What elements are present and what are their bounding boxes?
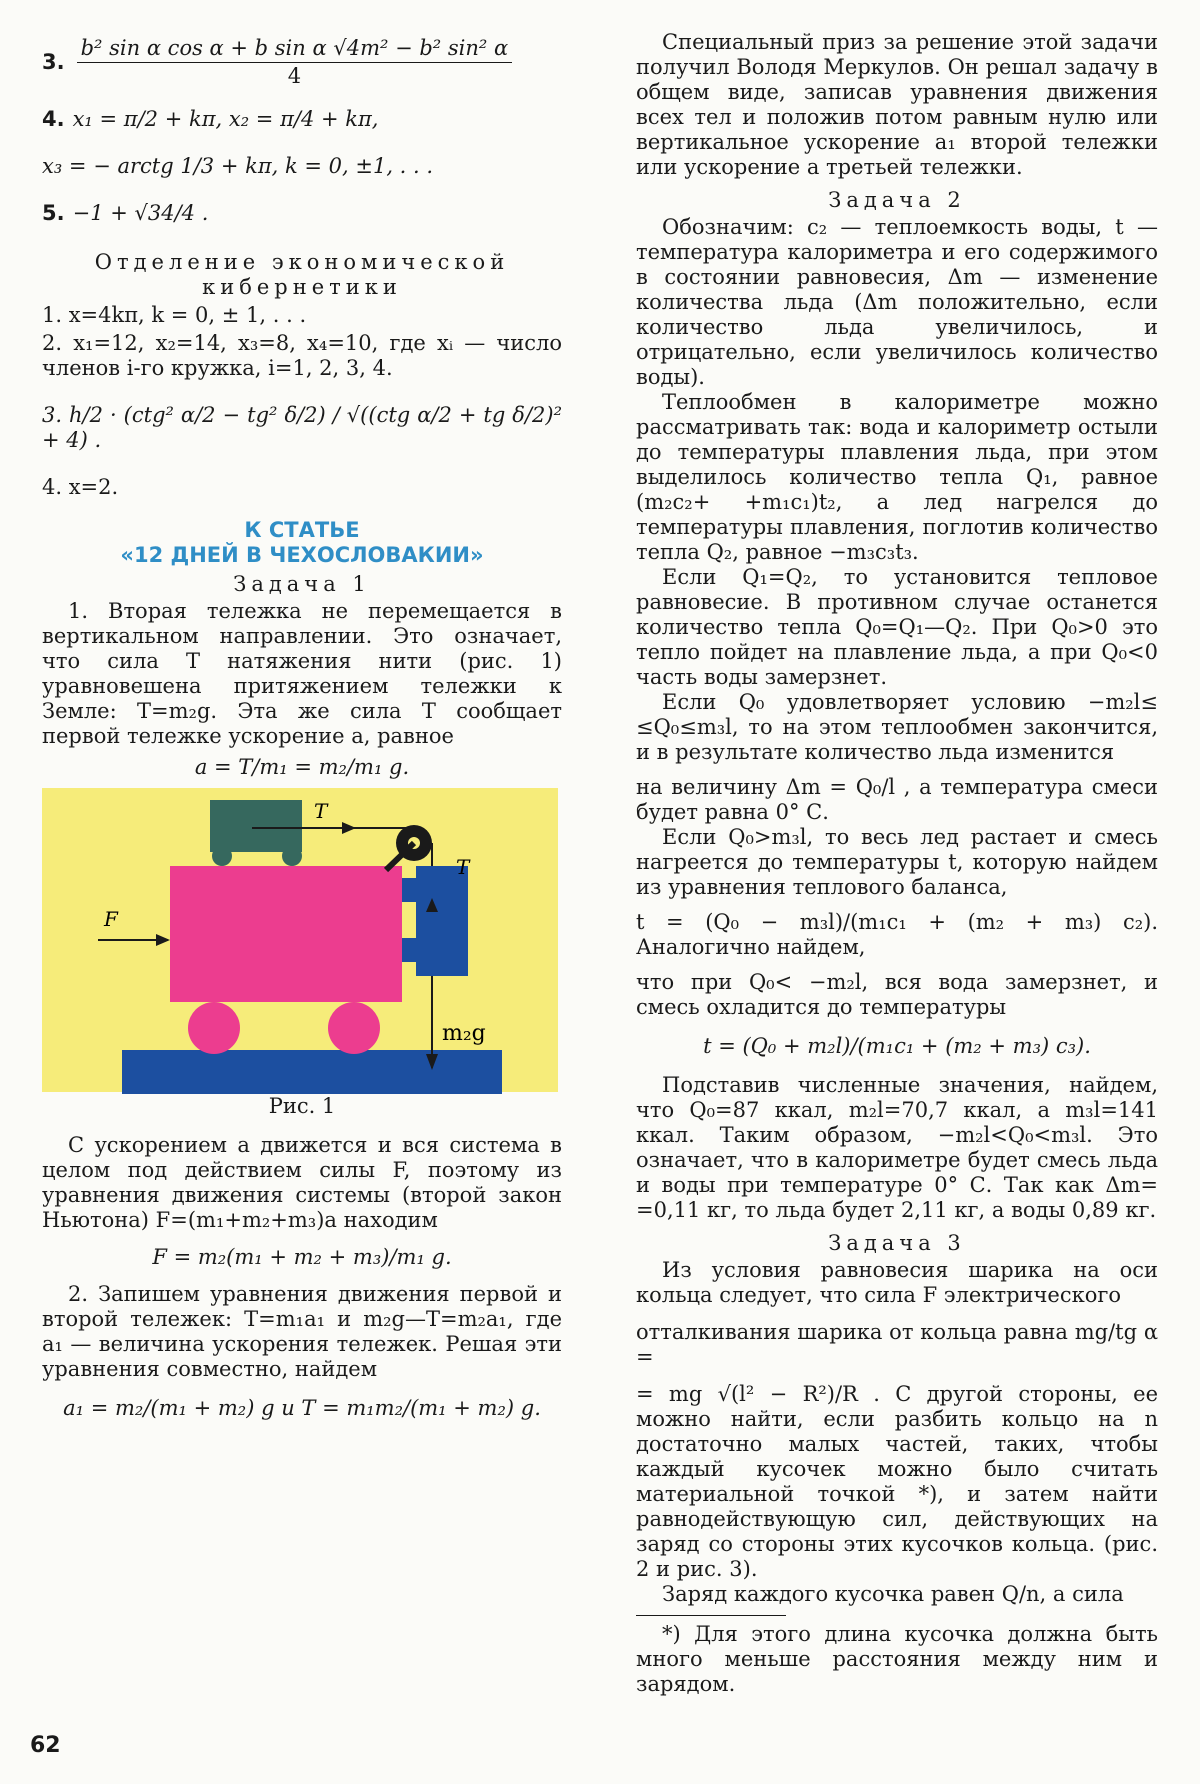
task2-paragraph-6: что при Q₀< −m₂l, вся вода замерзнет, и смесь охладится до температуры — [636, 970, 1158, 1019]
task2-paragraph-4b: на величину Δm = Q₀/l , а температура смеси будет равна 0° С. — [636, 775, 1158, 824]
footnote-rule — [636, 1615, 786, 1616]
figure-1 — [42, 788, 558, 1128]
article-heading-line1: К СТАТЬЕ — [244, 518, 360, 542]
task2-paragraph-2: Теплообмен в калориметре можно рассматривать так: вода и калориметр остыли до температуры плавления льда, при этом выделилось количество тепла Q₁, равное (m₂c₂+ +m₁c₁)t₂, а лед нагрелся до температуры плавления, поглотив количество тепла Q₂, равное −m₃c₃t₃. — [636, 390, 1158, 564]
answer-4 — [42, 107, 562, 132]
task1-title: Задача 1 — [233, 572, 371, 596]
task3-paragraph-1: Из условия равновесия шарика на оси кольца следует, что сила F электрического — [636, 1258, 1158, 1307]
second-cart-body — [416, 866, 468, 976]
formula-t1: t = (Q₀ − m₃l)/(m₁c₁ + (m₂ + m₃) c₂). Аналогично найдем, — [636, 910, 1158, 959]
page-number: 62 — [30, 1733, 61, 1758]
econ-answers — [42, 303, 562, 500]
answer-4-line1: x₁ = π/2 + kπ, x₂ = π/4 + kπ, — [72, 107, 379, 131]
task1-paragraph-1: 1. Вторая тележка не перемещается в вертикальном направлении. Это означает, что сила T натяжения нити (рис. 1) уравновешена притяжением тележки к Земле: T=m₂g. Эта же сила T сообщает первой тележке ускорение a, равное — [42, 599, 562, 748]
econ-answer-2: 2. x₁=12, x₂=14, x₃=8, x₄=10, где xᵢ — число членов i-го кружка, i=1, 2, 3, 4. — [42, 331, 562, 380]
answer-4-line2-text: x₃ = − arctg 1/3 + kπ, k = 0, ±1, . . . — [42, 154, 434, 178]
formula-a1-T — [42, 1396, 562, 1421]
formula-F-text: F = m₂(m₁ + m₂ + m₃)/m₁ g. — [152, 1245, 452, 1269]
answer-number: 4. — [42, 107, 65, 131]
footnote: *) Для этого длина кусочка должна быть много меньше расстояния между ним и зарядом. — [636, 1622, 1158, 1696]
first-cart-wheel — [282, 846, 302, 866]
article-heading-line2: «12 ДНЕЙ В ЧЕХОСЛОВАКИИ» — [120, 543, 484, 567]
third-cart-wheel — [328, 1002, 380, 1054]
formula-t2 — [636, 1034, 1158, 1059]
first-cart-wheel — [212, 846, 232, 866]
answer-5 — [42, 201, 562, 226]
denominator: 4 — [287, 64, 302, 88]
answer-number: 3. — [42, 50, 65, 74]
task2-paragraph-1: Обозначим: c₂ — теплоемкость воды, t — температура калориметра и его содержимого в состоянии равновесия, Δm — изменение количества льда (Δm положительно, если количество льда увеличилось, и отрицательно, если увеличилось количество воды). — [636, 215, 1158, 389]
task1-paragraph-3: 2. Запишем уравнения движения первой и второй тележек: T=m₁a₁ и m₂g—T=m₂a₁, где a₁ — величина ускорения тележек. Решая эти уравнения совместно, найдем — [42, 1282, 562, 1381]
task3-title: Задача 3 — [828, 1231, 966, 1255]
first-cart-body — [210, 800, 302, 852]
third-cart-wheel — [188, 1002, 240, 1054]
answer-4-line2 — [42, 154, 562, 179]
answer-number: 5. — [42, 201, 65, 225]
figure-1-illustration — [42, 788, 558, 1128]
formula-a-text: a = T/m₁ = m₂/m₁ g. — [194, 755, 410, 779]
answer-5-text: −1 + √34/4 . — [72, 201, 209, 225]
formula-t2-text: t = (Q₀ + m₂l)/(m₁c₁ + (m₂ + m₃) c₃). — [703, 1034, 1091, 1058]
left-column — [42, 30, 562, 1435]
econ-answer-3: 3. h/2 · (ctg² α/2 − tg² δ/2) / √((ctg α/2 + tg δ/2)² + 4) . — [42, 403, 562, 452]
prize-paragraph: Специальный приз за решение этой задачи получил Володя Меркулов. Он решал задачу в общем виде, записав уравнения движения всех тел и положив потом равным нулю или вертикальное ускорение a₁ второй тележки или ускорение a третьей тележки. — [636, 30, 1158, 179]
numerator: b² sin α cos α + b sin α √4m² − b² sin² α — [77, 36, 513, 63]
task3-paragraph-2: = mg √(l² − R²)/R . С другой стороны, ее можно найти, если разбить кольцо на n достаточно малых частей, таких, чтобы каждый кусочек можно было считать материальной точкой *), и затем найти равнодействующую сил, действующих на заряд со стороны этих кусочков кольца. (рис. 2 и рис. 3). — [636, 1382, 1158, 1581]
section-title-econ: Отделение экономической кибернетики — [94, 250, 510, 299]
label-m2g: m₂g — [442, 1021, 486, 1046]
ground-block — [122, 1050, 502, 1094]
task2-title: Задача 2 — [828, 188, 966, 212]
label-T-top: T — [314, 799, 328, 823]
task1-paragraph-2: С ускорением a движется и вся система в целом под действием силы F, поэтому из уравнения движения системы (второй закон Ньютона) F=(m₁+m₂+m₃)a находим — [42, 1133, 562, 1232]
formula-F — [42, 1245, 562, 1270]
task3-paragraph-1b: отталкивания шарика от кольца равна mg/tg α = — [636, 1320, 1158, 1369]
econ-answer-4: 4. x=2. — [42, 475, 119, 499]
third-cart-body — [170, 866, 402, 1002]
label-T-right: T — [456, 855, 470, 879]
formula-a — [42, 755, 562, 780]
label-F: F — [104, 907, 118, 931]
task2-paragraph-7: Подставив численные значения, найдем, что Q₀=87 ккал, m₂l=70,7 ккал, а m₃l=141 ккал. Таким образом, −m₂l<Q₀<m₃l. Это означает, что в калориметре будет смесь льда и воды при температуре 0° С. Так как Δm= =0,11 кг, то льда будет 2,11 кг, а воды 0,89 кг. — [636, 1073, 1158, 1222]
task2-paragraph-5: Если Q₀>m₃l, то весь лед растает и смесь нагреется до температуры t, которую найдем из уравнения теплового баланса, — [636, 825, 1158, 899]
task2-paragraph-4: Если Q₀ удовлетворяет условию −m₂l≤ ≤Q₀≤m₃l, то на этом теплообмен закончится, и в результате количество льда изменится — [636, 690, 1158, 764]
formula-a1-T-text: a₁ = m₂/(m₁ + m₂) g и T = m₁m₂/(m₁ + m₂) g. — [63, 1396, 541, 1420]
fraction — [77, 36, 513, 89]
econ-answer-1: 1. x=4kπ, k = 0, ± 1, . . . — [42, 303, 307, 327]
task2-paragraph-3: Если Q₁=Q₂, то установится тепловое равновесие. В противном случае останется количество тепла Q₀=Q₁—Q₂. При Q₀>0 это тепло пойдет на плавление льда, а при Q₀<0 часть воды замерзнет. — [636, 565, 1158, 689]
right-column — [636, 30, 1158, 1697]
figure-1-caption: Рис. 1 — [268, 1094, 336, 1118]
answer-3 — [42, 36, 562, 89]
task3-paragraph-3: Заряд каждого кусочка равен Q/n, а сила — [662, 1582, 1124, 1606]
